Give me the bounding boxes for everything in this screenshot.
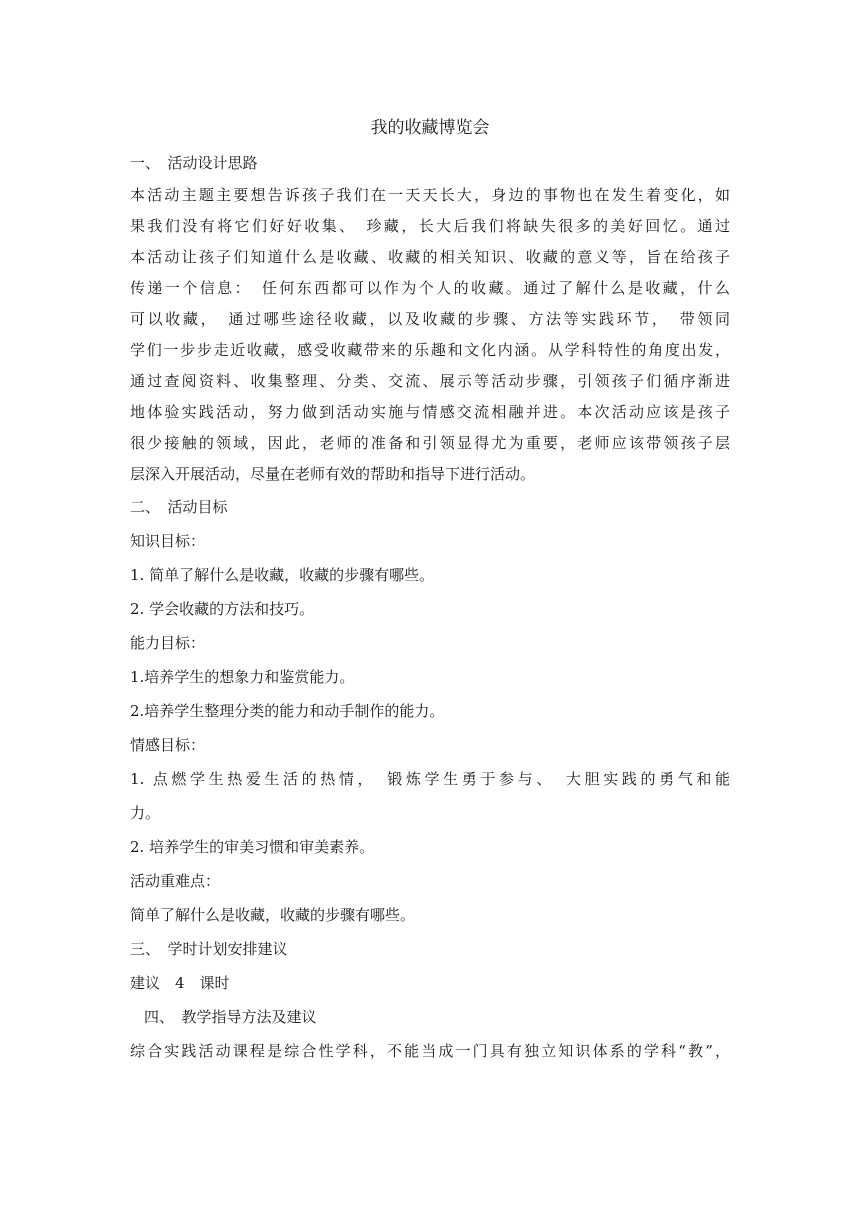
paragraph-line: 学们一步步走近收藏，感受收藏带来的乐趣和文化内涵。从学科特性的角度出发， xyxy=(130,341,730,359)
paragraph-line: 地体验实践活动，努力做到活动实施与情感交流相融并进。本次活动应该是孩子 xyxy=(130,403,730,421)
emotion-goal-item: 2. 培养学生的审美习惯和审美素养。 xyxy=(130,838,375,856)
section3-text: 建议 4 课时 xyxy=(130,974,230,992)
emotion-goal-label: 情感目标： xyxy=(130,736,206,754)
paragraph-line: 可以收藏， 通过哪些途径收藏，以及收藏的步骤、方法等实践环节， 带领同 xyxy=(130,310,730,328)
section1-heading: 一、 活动设计思路 xyxy=(130,154,258,172)
paragraph-line: 很少接触的领域，因此，老师的准备和引领显得尤为重要，老师应该带领孩子层 xyxy=(130,434,730,452)
paragraph-line: 传递一个信息： 任何东西都可以作为个人的收藏。通过了解什么是收藏，什么 xyxy=(130,279,730,297)
knowledge-goal-item: 2. 学会收藏的方法和技巧。 xyxy=(130,600,315,618)
knowledge-goal-label: 知识目标： xyxy=(130,532,206,550)
key-points-label: 活动重难点： xyxy=(130,872,221,890)
section2-heading: 二、 活动目标 xyxy=(130,498,228,516)
paragraph-line: 1. 点燃学生热爱生活的热情， 锻炼学生勇于参与、 大胆实践的勇气和能 xyxy=(130,770,730,788)
ability-goal-item: 2.培养学生整理分类的能力和动手制作的能力。 xyxy=(130,702,445,720)
ability-goal-label: 能力目标： xyxy=(130,634,206,652)
emotion-goal-item xyxy=(130,762,730,830)
ability-goal-item: 1.培养学生的想象力和鉴赏能力。 xyxy=(130,668,355,686)
section1-paragraph xyxy=(130,180,730,490)
paragraph-line: 本活动主题主要想告诉孩子我们在一天天长大，身边的事物也在发生着变化，如 xyxy=(130,186,730,204)
section4-paragraph xyxy=(130,1034,730,1068)
paragraph-line: 层深入开展活动，尽量在老师有效的帮助和指导下进行活动。 xyxy=(130,465,536,483)
document-title: 我的收藏博览会 xyxy=(370,118,490,138)
document-page xyxy=(130,112,730,1068)
knowledge-goal-item: 1. 简单了解什么是收藏，收藏的步骤有哪些。 xyxy=(130,566,435,584)
section4-heading: 四、 教学指导方法及建议 xyxy=(144,1008,317,1026)
paragraph-line: 本活动让孩子们知道什么是收藏、收藏的相关知识、收藏的意义等，旨在给孩子 xyxy=(130,248,730,266)
paragraph-line: 力。 xyxy=(130,804,161,822)
paragraph-line: 通过查阅资料、收集整理、分类、交流、展示等活动步骤，引领孩子们循序渐进 xyxy=(130,372,730,390)
key-points-text: 简单了解什么是收藏，收藏的步骤有哪些。 xyxy=(130,906,416,924)
paragraph-line: 综合实践活动课程是综合性学科，不能当成一门具有独立知识体系的学科“教”， xyxy=(130,1042,730,1060)
paragraph-line: 果我们没有将它们好好收集、 珍藏，长大后我们将缺失很多的美好回忆。通过 xyxy=(130,217,730,235)
section3-heading: 三、 学时计划安排建议 xyxy=(130,940,288,958)
